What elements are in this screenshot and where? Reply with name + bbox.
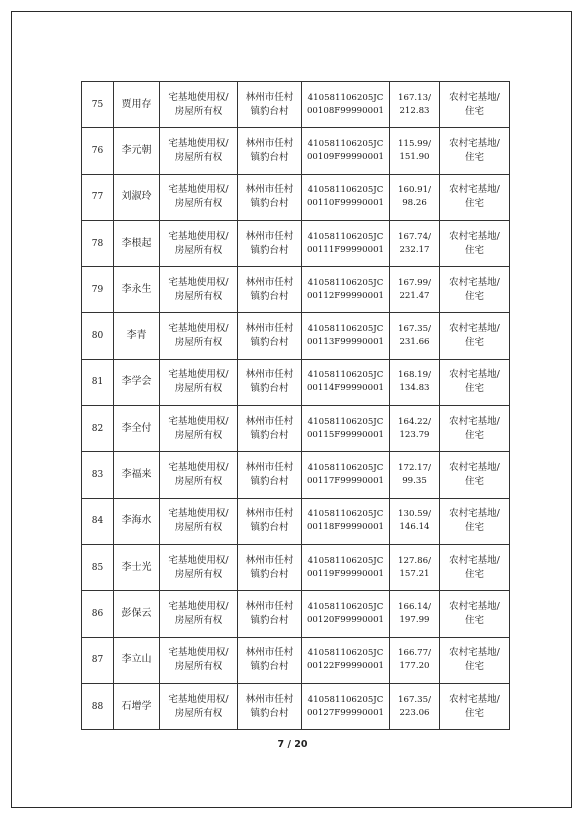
right-type-cell-line: 房屋所有权 bbox=[174, 476, 223, 488]
location-cell-line: 林州市任村 bbox=[245, 137, 294, 149]
usage-cell-line: 住宅 bbox=[464, 429, 484, 441]
usage-cell-line: 住宅 bbox=[464, 105, 484, 117]
right-type-cell bbox=[160, 452, 238, 498]
location-cell bbox=[238, 174, 302, 220]
unit-code-cell-line: 410581106205JC bbox=[307, 92, 384, 103]
unit-code-cell bbox=[302, 591, 390, 637]
location-cell bbox=[238, 637, 302, 683]
area-cell-line: 167.74/ bbox=[398, 231, 431, 242]
usage-cell-line: 住宅 bbox=[464, 383, 484, 395]
usage-cell-line: 农村宅基地/ bbox=[449, 647, 500, 659]
right-type-cell bbox=[160, 267, 238, 313]
usage-cell-line: 农村宅基地/ bbox=[449, 184, 500, 196]
owner-name-cell: 彭保云 bbox=[114, 591, 160, 637]
unit-code-cell bbox=[302, 637, 390, 683]
right-type-cell-line: 房屋所有权 bbox=[174, 198, 223, 210]
owner-name-cell: 刘淑玲 bbox=[114, 174, 160, 220]
location-cell-line: 镇豹台村 bbox=[250, 290, 289, 302]
area-cell-line: 123.79 bbox=[399, 429, 430, 440]
area-cell bbox=[390, 267, 440, 313]
row-number-cell: 79 bbox=[82, 267, 114, 313]
usage-cell-line: 住宅 bbox=[464, 614, 484, 626]
usage-cell bbox=[440, 544, 510, 590]
unit-code-cell-line: 410581106205JC bbox=[307, 185, 384, 196]
row-number-cell: 87 bbox=[82, 637, 114, 683]
location-cell-line: 镇豹台村 bbox=[250, 614, 289, 626]
row-number-cell: 86 bbox=[82, 591, 114, 637]
table-row bbox=[82, 313, 510, 359]
right-type-cell-line: 房屋所有权 bbox=[174, 522, 223, 534]
right-type-cell bbox=[160, 591, 238, 637]
right-type-cell bbox=[160, 683, 238, 729]
right-type-cell-line: 宅基地使用权/ bbox=[168, 184, 229, 196]
records-body bbox=[82, 82, 510, 730]
area-cell-line: 164.22/ bbox=[398, 416, 431, 427]
location-cell bbox=[238, 220, 302, 266]
unit-code-cell-line: 410581106205JC bbox=[307, 509, 384, 520]
location-cell-line: 镇豹台村 bbox=[250, 429, 289, 441]
right-type-cell bbox=[160, 637, 238, 683]
row-number-cell: 78 bbox=[82, 220, 114, 266]
right-type-cell bbox=[160, 498, 238, 544]
location-cell-line: 镇豹台村 bbox=[250, 244, 289, 256]
location-cell bbox=[238, 591, 302, 637]
area-cell bbox=[390, 406, 440, 452]
area-cell-line: 146.14 bbox=[399, 522, 430, 533]
location-cell-line: 林州市任村 bbox=[245, 276, 294, 288]
unit-code-cell bbox=[302, 406, 390, 452]
location-cell-line: 林州市任村 bbox=[245, 91, 294, 103]
right-type-cell-line: 宅基地使用权/ bbox=[168, 600, 229, 612]
right-type-cell-line: 宅基地使用权/ bbox=[168, 369, 229, 381]
unit-code-cell-line: 00111F99990001 bbox=[306, 244, 385, 255]
area-cell-line: 160.91/ bbox=[398, 185, 431, 196]
unit-code-cell-line: 00127F99990001 bbox=[306, 707, 385, 718]
owner-name-cell: 李立山 bbox=[114, 637, 160, 683]
unit-code-cell-line: 410581106205JC bbox=[307, 648, 384, 659]
location-cell-line: 林州市任村 bbox=[245, 415, 294, 427]
row-number-cell: 82 bbox=[82, 406, 114, 452]
row-number-cell: 88 bbox=[82, 683, 114, 729]
usage-cell bbox=[440, 498, 510, 544]
area-cell bbox=[390, 174, 440, 220]
owner-name-cell: 石增学 bbox=[114, 683, 160, 729]
area-cell-line: 167.99/ bbox=[398, 277, 431, 288]
table-row bbox=[82, 82, 510, 128]
right-type-cell-line: 房屋所有权 bbox=[174, 290, 223, 302]
location-cell-line: 镇豹台村 bbox=[250, 522, 289, 534]
page-number: 7 / 20 bbox=[277, 739, 308, 750]
usage-cell-line: 住宅 bbox=[464, 290, 484, 302]
area-cell bbox=[390, 498, 440, 544]
right-type-cell-line: 宅基地使用权/ bbox=[168, 323, 229, 335]
unit-code-cell bbox=[302, 452, 390, 498]
location-cell-line: 林州市任村 bbox=[245, 647, 294, 659]
area-cell bbox=[390, 359, 440, 405]
area-cell bbox=[390, 82, 440, 128]
table-row bbox=[82, 452, 510, 498]
table-row bbox=[82, 683, 510, 729]
area-cell-line: 134.83 bbox=[399, 383, 430, 394]
row-number-cell: 77 bbox=[82, 174, 114, 220]
right-type-cell-line: 宅基地使用权/ bbox=[168, 647, 229, 659]
location-cell-line: 镇豹台村 bbox=[250, 568, 289, 580]
location-cell bbox=[238, 406, 302, 452]
area-cell bbox=[390, 220, 440, 266]
unit-code-cell-line: 410581106205JC bbox=[307, 416, 384, 427]
right-type-cell bbox=[160, 359, 238, 405]
usage-cell-line: 住宅 bbox=[464, 244, 484, 256]
unit-code-cell-line: 00114F99990001 bbox=[306, 383, 385, 394]
usage-cell-line: 农村宅基地/ bbox=[449, 462, 500, 474]
area-cell bbox=[390, 452, 440, 498]
usage-cell-line: 住宅 bbox=[464, 198, 484, 210]
owner-name-cell: 李学会 bbox=[114, 359, 160, 405]
area-cell-line: 231.66 bbox=[399, 337, 430, 348]
usage-cell-line: 农村宅基地/ bbox=[449, 554, 500, 566]
location-cell-line: 林州市任村 bbox=[245, 508, 294, 520]
area-cell-line: 115.99/ bbox=[398, 138, 431, 149]
usage-cell bbox=[440, 683, 510, 729]
unit-code-cell-line: 00118F99990001 bbox=[306, 522, 385, 533]
area-cell-line: 167.35/ bbox=[398, 694, 431, 705]
usage-cell-line: 农村宅基地/ bbox=[449, 508, 500, 520]
right-type-cell-line: 房屋所有权 bbox=[174, 568, 223, 580]
area-cell-line: 212.83 bbox=[399, 105, 430, 116]
table-row bbox=[82, 359, 510, 405]
row-number-cell: 76 bbox=[82, 128, 114, 174]
owner-name-cell: 李根起 bbox=[114, 220, 160, 266]
location-cell-line: 镇豹台村 bbox=[250, 198, 289, 210]
unit-code-cell bbox=[302, 267, 390, 313]
location-cell bbox=[238, 544, 302, 590]
area-cell-line: 99.35 bbox=[402, 476, 427, 487]
unit-code-cell-line: 410581106205JC bbox=[307, 370, 384, 381]
area-cell bbox=[390, 313, 440, 359]
area-cell-line: 166.14/ bbox=[398, 601, 431, 612]
unit-code-cell bbox=[302, 359, 390, 405]
usage-cell-line: 住宅 bbox=[464, 476, 484, 488]
usage-cell-line: 住宅 bbox=[464, 522, 484, 534]
table-row bbox=[82, 544, 510, 590]
location-cell bbox=[238, 267, 302, 313]
unit-code-cell-line: 00108F99990001 bbox=[306, 105, 385, 116]
usage-cell-line: 农村宅基地/ bbox=[449, 693, 500, 705]
right-type-cell-line: 房屋所有权 bbox=[174, 661, 223, 673]
usage-cell-line: 农村宅基地/ bbox=[449, 415, 500, 427]
location-cell bbox=[238, 452, 302, 498]
location-cell-line: 林州市任村 bbox=[245, 462, 294, 474]
location-cell-line: 林州市任村 bbox=[245, 184, 294, 196]
right-type-cell bbox=[160, 313, 238, 359]
right-type-cell bbox=[160, 174, 238, 220]
usage-cell-line: 农村宅基地/ bbox=[449, 323, 500, 335]
usage-cell-line: 住宅 bbox=[464, 661, 484, 673]
right-type-cell-line: 宅基地使用权/ bbox=[168, 276, 229, 288]
area-cell-line: 232.17 bbox=[399, 244, 430, 255]
location-cell-line: 林州市任村 bbox=[245, 600, 294, 612]
location-cell bbox=[238, 313, 302, 359]
area-cell bbox=[390, 683, 440, 729]
unit-code-cell-line: 00120F99990001 bbox=[306, 614, 385, 625]
location-cell bbox=[238, 683, 302, 729]
records-table bbox=[81, 81, 510, 730]
area-cell-line: 167.35/ bbox=[398, 324, 431, 335]
owner-name-cell: 李元朝 bbox=[114, 128, 160, 174]
usage-cell bbox=[440, 174, 510, 220]
location-cell bbox=[238, 82, 302, 128]
right-type-cell-line: 房屋所有权 bbox=[174, 429, 223, 441]
right-type-cell bbox=[160, 544, 238, 590]
unit-code-cell bbox=[302, 174, 390, 220]
unit-code-cell bbox=[302, 313, 390, 359]
right-type-cell-line: 宅基地使用权/ bbox=[168, 137, 229, 149]
usage-cell-line: 住宅 bbox=[464, 707, 484, 719]
usage-cell bbox=[440, 452, 510, 498]
area-cell bbox=[390, 544, 440, 590]
row-number-cell: 83 bbox=[82, 452, 114, 498]
owner-name-cell: 李士光 bbox=[114, 544, 160, 590]
table-row bbox=[82, 637, 510, 683]
location-cell bbox=[238, 498, 302, 544]
usage-cell-line: 农村宅基地/ bbox=[449, 369, 500, 381]
usage-cell bbox=[440, 591, 510, 637]
location-cell-line: 镇豹台村 bbox=[250, 661, 289, 673]
unit-code-cell-line: 410581106205JC bbox=[307, 555, 384, 566]
usage-cell bbox=[440, 82, 510, 128]
location-cell bbox=[238, 128, 302, 174]
usage-cell-line: 农村宅基地/ bbox=[449, 91, 500, 103]
unit-code-cell bbox=[302, 82, 390, 128]
usage-cell-line: 农村宅基地/ bbox=[449, 276, 500, 288]
right-type-cell-line: 宅基地使用权/ bbox=[168, 91, 229, 103]
right-type-cell-line: 宅基地使用权/ bbox=[168, 230, 229, 242]
right-type-cell-line: 房屋所有权 bbox=[174, 614, 223, 626]
table-row bbox=[82, 220, 510, 266]
owner-name-cell: 李全付 bbox=[114, 406, 160, 452]
right-type-cell bbox=[160, 406, 238, 452]
right-type-cell-line: 房屋所有权 bbox=[174, 151, 223, 163]
right-type-cell-line: 宅基地使用权/ bbox=[168, 462, 229, 474]
right-type-cell-line: 房屋所有权 bbox=[174, 707, 223, 719]
usage-cell-line: 住宅 bbox=[464, 568, 484, 580]
area-cell bbox=[390, 591, 440, 637]
usage-cell bbox=[440, 220, 510, 266]
location-cell-line: 林州市任村 bbox=[245, 230, 294, 242]
usage-cell-line: 农村宅基地/ bbox=[449, 137, 500, 149]
right-type-cell bbox=[160, 220, 238, 266]
row-number-cell: 81 bbox=[82, 359, 114, 405]
location-cell-line: 林州市任村 bbox=[245, 369, 294, 381]
unit-code-cell-line: 00117F99990001 bbox=[306, 476, 385, 487]
unit-code-cell bbox=[302, 544, 390, 590]
area-cell-line: 167.13/ bbox=[398, 92, 431, 103]
unit-code-cell-line: 00110F99990001 bbox=[306, 198, 385, 209]
table-row bbox=[82, 498, 510, 544]
usage-cell bbox=[440, 406, 510, 452]
unit-code-cell-line: 00113F99990001 bbox=[306, 337, 385, 348]
unit-code-cell-line: 410581106205JC bbox=[307, 601, 384, 612]
right-type-cell-line: 房屋所有权 bbox=[174, 383, 223, 395]
unit-code-cell-line: 00122F99990001 bbox=[306, 661, 385, 672]
row-number-cell: 85 bbox=[82, 544, 114, 590]
owner-name-cell: 李海水 bbox=[114, 498, 160, 544]
table-row bbox=[82, 174, 510, 220]
right-type-cell-line: 房屋所有权 bbox=[174, 337, 223, 349]
area-cell-line: 177.20 bbox=[399, 661, 430, 672]
area-cell-line: 151.90 bbox=[399, 151, 430, 162]
usage-cell-line: 农村宅基地/ bbox=[449, 230, 500, 242]
row-number-cell: 80 bbox=[82, 313, 114, 359]
usage-cell-line: 住宅 bbox=[464, 151, 484, 163]
unit-code-cell-line: 410581106205JC bbox=[307, 231, 384, 242]
owner-name-cell: 贾用存 bbox=[114, 82, 160, 128]
usage-cell bbox=[440, 267, 510, 313]
right-type-cell-line: 宅基地使用权/ bbox=[168, 693, 229, 705]
unit-code-cell-line: 410581106205JC bbox=[307, 277, 384, 288]
unit-code-cell bbox=[302, 128, 390, 174]
area-cell-line: 98.26 bbox=[402, 198, 427, 209]
unit-code-cell-line: 410581106205JC bbox=[307, 324, 384, 335]
area-cell bbox=[390, 637, 440, 683]
area-cell-line: 166.77/ bbox=[398, 648, 431, 659]
usage-cell bbox=[440, 637, 510, 683]
area-cell bbox=[390, 128, 440, 174]
owner-name-cell: 李永生 bbox=[114, 267, 160, 313]
right-type-cell-line: 宅基地使用权/ bbox=[168, 508, 229, 520]
usage-cell bbox=[440, 128, 510, 174]
usage-cell-line: 农村宅基地/ bbox=[449, 600, 500, 612]
location-cell-line: 镇豹台村 bbox=[250, 707, 289, 719]
unit-code-cell-line: 410581106205JC bbox=[307, 138, 384, 149]
unit-code-cell-line: 00112F99990001 bbox=[306, 290, 385, 301]
area-cell-line: 157.21 bbox=[399, 568, 430, 579]
unit-code-cell bbox=[302, 683, 390, 729]
area-cell-line: 197.99 bbox=[399, 614, 430, 625]
location-cell-line: 镇豹台村 bbox=[250, 476, 289, 488]
owner-name-cell: 李青 bbox=[114, 313, 160, 359]
location-cell-line: 镇豹台村 bbox=[250, 151, 289, 163]
right-type-cell bbox=[160, 82, 238, 128]
usage-cell bbox=[440, 313, 510, 359]
usage-cell bbox=[440, 359, 510, 405]
table-row bbox=[82, 267, 510, 313]
area-cell-line: 223.06 bbox=[399, 707, 430, 718]
unit-code-cell-line: 00119F99990001 bbox=[306, 568, 385, 579]
location-cell-line: 镇豹台村 bbox=[250, 383, 289, 395]
unit-code-cell bbox=[302, 220, 390, 266]
owner-name-cell: 李福来 bbox=[114, 452, 160, 498]
unit-code-cell bbox=[302, 498, 390, 544]
table-row bbox=[82, 406, 510, 452]
area-cell-line: 127.86/ bbox=[398, 555, 431, 566]
right-type-cell bbox=[160, 128, 238, 174]
area-cell-line: 172.17/ bbox=[398, 463, 431, 474]
location-cell-line: 林州市任村 bbox=[245, 323, 294, 335]
unit-code-cell-line: 410581106205JC bbox=[307, 463, 384, 474]
row-number-cell: 84 bbox=[82, 498, 114, 544]
right-type-cell-line: 房屋所有权 bbox=[174, 105, 223, 117]
table-row bbox=[82, 591, 510, 637]
right-type-cell-line: 房屋所有权 bbox=[174, 244, 223, 256]
right-type-cell-line: 宅基地使用权/ bbox=[168, 415, 229, 427]
usage-cell-line: 住宅 bbox=[464, 337, 484, 349]
unit-code-cell-line: 410581106205JC bbox=[307, 694, 384, 705]
location-cell-line: 林州市任村 bbox=[245, 693, 294, 705]
area-cell-line: 168.19/ bbox=[398, 370, 431, 381]
row-number-cell: 75 bbox=[82, 82, 114, 128]
location-cell-line: 镇豹台村 bbox=[250, 105, 289, 117]
location-cell bbox=[238, 359, 302, 405]
table-row bbox=[82, 128, 510, 174]
unit-code-cell-line: 00109F99990001 bbox=[306, 151, 385, 162]
location-cell-line: 林州市任村 bbox=[245, 554, 294, 566]
unit-code-cell-line: 00115F99990001 bbox=[306, 429, 385, 440]
area-cell-line: 221.47 bbox=[399, 290, 430, 301]
area-cell-line: 130.59/ bbox=[398, 509, 431, 520]
right-type-cell-line: 宅基地使用权/ bbox=[168, 554, 229, 566]
location-cell-line: 镇豹台村 bbox=[250, 337, 289, 349]
